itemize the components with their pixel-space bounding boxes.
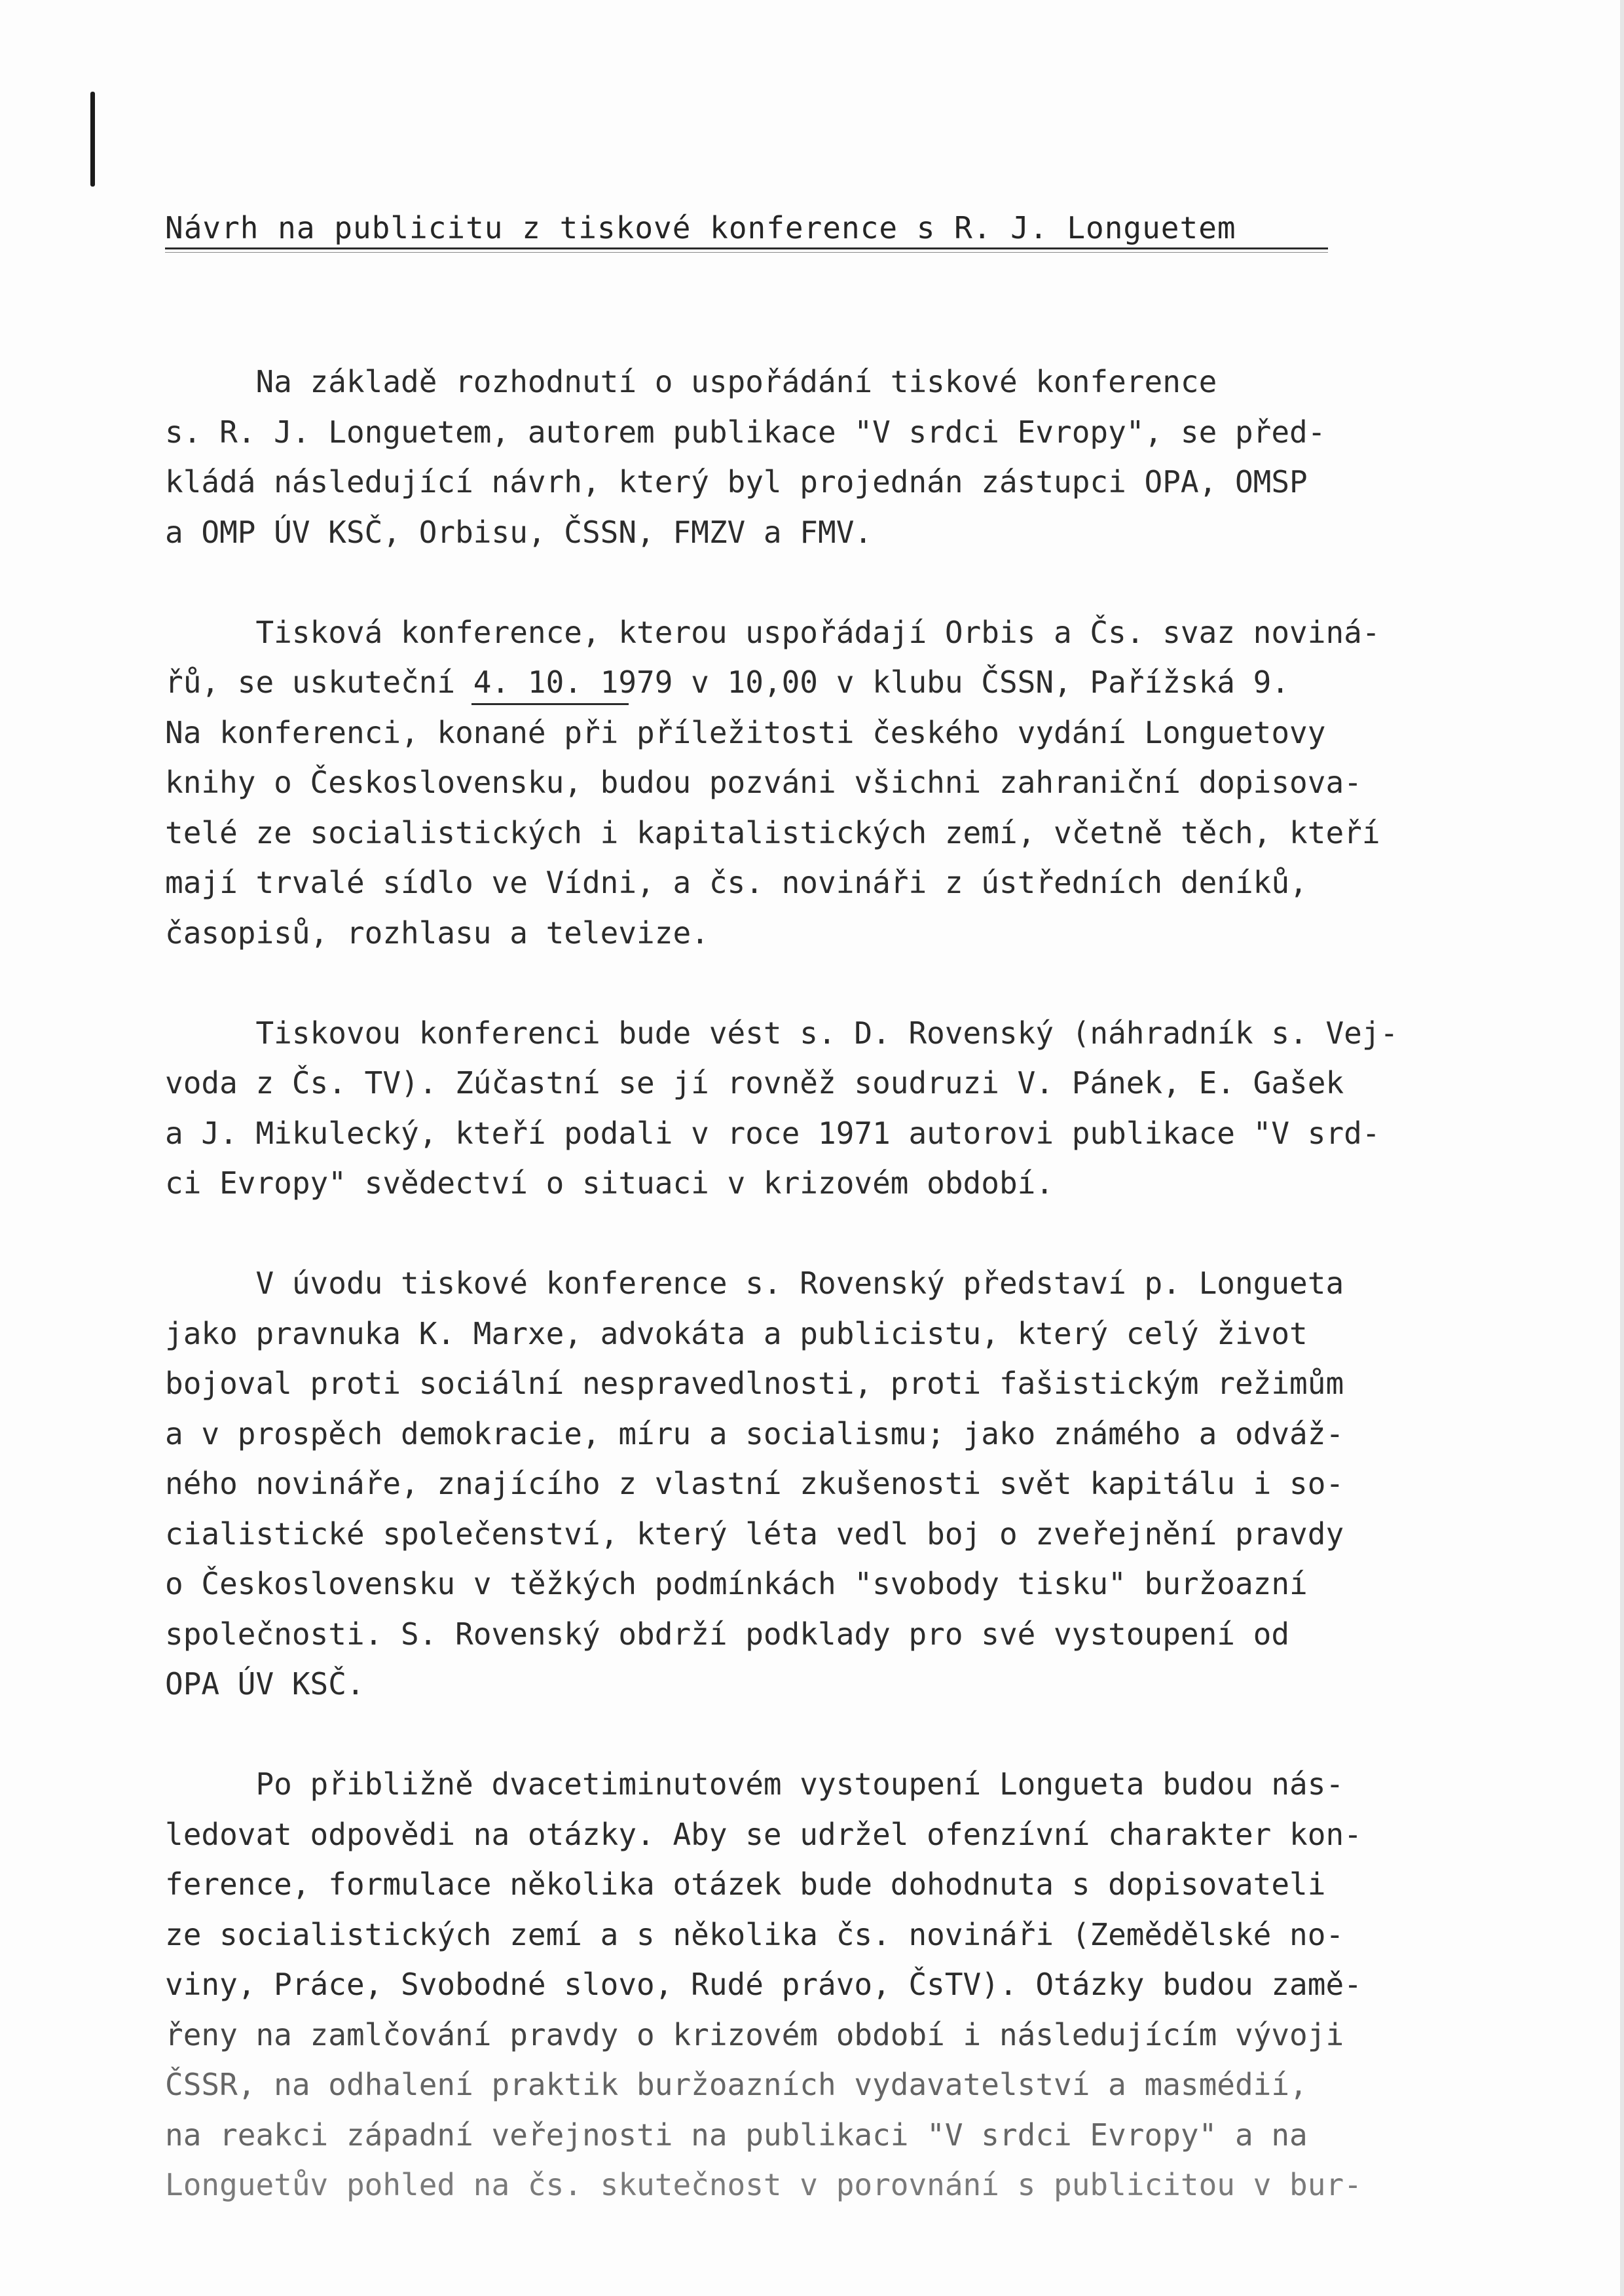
margin-mark bbox=[90, 92, 95, 187]
text-line: V úvodu tiskové konference s. Rovenský představí p. Longueta bbox=[165, 1266, 1344, 1301]
paragraph-gap bbox=[165, 1709, 1553, 1760]
text-line: ného novináře, znajícího z vlastní zkušenosti svět kapitálu i so- bbox=[165, 1466, 1344, 1501]
paragraph-gap bbox=[165, 557, 1553, 608]
text-line: společnosti. S. Rovenský obdrží podklady pro své vystoupení od bbox=[165, 1616, 1290, 1652]
paragraph-gap bbox=[165, 1209, 1553, 1259]
text-line: ČSSR, na odhalení praktik buržoazních vydavatelství a masmédií, bbox=[165, 2067, 1308, 2102]
text-line: ference, formulace několika otázek bude dohodnuta s dopisovateli bbox=[165, 1867, 1326, 1902]
document-title: Návrh na publicitu z tiskové konference s R. J. Longuetem bbox=[165, 210, 1236, 246]
text-line: a OMP ÚV KSČ, Orbisu, ČSSN, FMZV a FMV. bbox=[165, 514, 873, 550]
paragraph bbox=[165, 608, 1553, 958]
paragraph bbox=[165, 1008, 1553, 1209]
text-line: cialistické společenství, který léta vedl boj o zveřejnění pravdy bbox=[165, 1516, 1344, 1552]
paragraph bbox=[165, 357, 1553, 557]
paragraph bbox=[165, 1759, 1553, 2210]
text-line: na reakci západní veřejnosti na publikaci "V srdci Evropy" a na bbox=[165, 2117, 1308, 2153]
text-line: Tiskovou konferenci bude vést s. D. Rovenský (náhradník s. Vej- bbox=[165, 1015, 1399, 1051]
paragraph bbox=[165, 1258, 1553, 1709]
text-line: jako pravnuka K. Marxe, advokáta a publicistu, který celý život bbox=[165, 1315, 1308, 1351]
text-line: bojoval proti sociální nespravedlnosti, proti fašistickým režimům bbox=[165, 1366, 1344, 1401]
text-line: o Československu v těžkých podmínkách "svobody tisku" buržoazní bbox=[165, 1566, 1308, 1601]
text-line: viny, Práce, Svobodné slovo, Rudé právo, ČsTV). Otázky budou zamě- bbox=[165, 1967, 1362, 2002]
text-line: časopisů, rozhlasu a televize. bbox=[165, 915, 709, 951]
document-body bbox=[165, 357, 1553, 2210]
text-line: Na konferenci, konané při příležitosti českého vydání Longuetovy bbox=[165, 714, 1326, 750]
title-underline bbox=[165, 247, 1328, 249]
title-underline-secondary bbox=[165, 252, 1328, 253]
text-line: ledovat odpovědi na otázky. Aby se udržel ofenzívní charakter kon- bbox=[165, 1816, 1362, 1852]
text-line: Na základě rozhodnutí o uspořádání tiskové konference bbox=[165, 364, 1217, 399]
text-line: voda z Čs. TV). Zúčastní se jí rovněž soudruzi V. Pánek, E. Gašek bbox=[165, 1065, 1344, 1101]
text-line: a v prospěch demokracie, míru a socialismu; jako známého a odváž- bbox=[165, 1415, 1344, 1451]
paragraph-gap bbox=[165, 958, 1553, 1008]
text-line: s. R. J. Longuetem, autorem publikace "V srdci Evropy", se před- bbox=[165, 414, 1326, 450]
text-line: OPA ÚV KSČ. bbox=[165, 1666, 365, 1702]
text-line: mají trvalé sídlo ve Vídni, a čs. novináři z ústředních deníků, bbox=[165, 865, 1308, 900]
text-line: Tisková konference, kterou uspořádají Orbis a Čs. svaz noviná- bbox=[165, 614, 1380, 650]
text-line: Longuetův pohled na čs. skutečnost v porovnání s publicitou v bur- bbox=[165, 2167, 1362, 2202]
text-line: kládá následující návrh, který byl projednán zástupci OPA, OMSP bbox=[165, 464, 1308, 500]
text-line: řeny na zamlčování pravdy o krizovém období i následujícím vývoji bbox=[165, 2016, 1344, 2052]
text-line: ci Evropy" svědectví o situaci v krizovém období. bbox=[165, 1165, 1054, 1201]
page-edge bbox=[1620, 0, 1624, 2296]
text-line: telé ze socialistických i kapitalistických zemí, včetně těch, kteří bbox=[165, 814, 1380, 850]
text-line: ze socialistických zemí a s několika čs. novináři (Zemědělské no- bbox=[165, 1916, 1344, 1952]
text-line: Po přibližně dvacetiminutovém vystoupení Longueta budou nás- bbox=[165, 1766, 1344, 1802]
text-line: a J. Mikulecký, kteří podali v roce 1971 autorovi publikace "V srd- bbox=[165, 1115, 1380, 1151]
text-line: řů, se uskuteční 4. 10. 1979 v 10,00 v klubu ČSSN, Pařížská 9. bbox=[165, 665, 1290, 700]
text-line: knihy o Československu, budou pozváni všichni zahraniční dopisova- bbox=[165, 765, 1362, 800]
